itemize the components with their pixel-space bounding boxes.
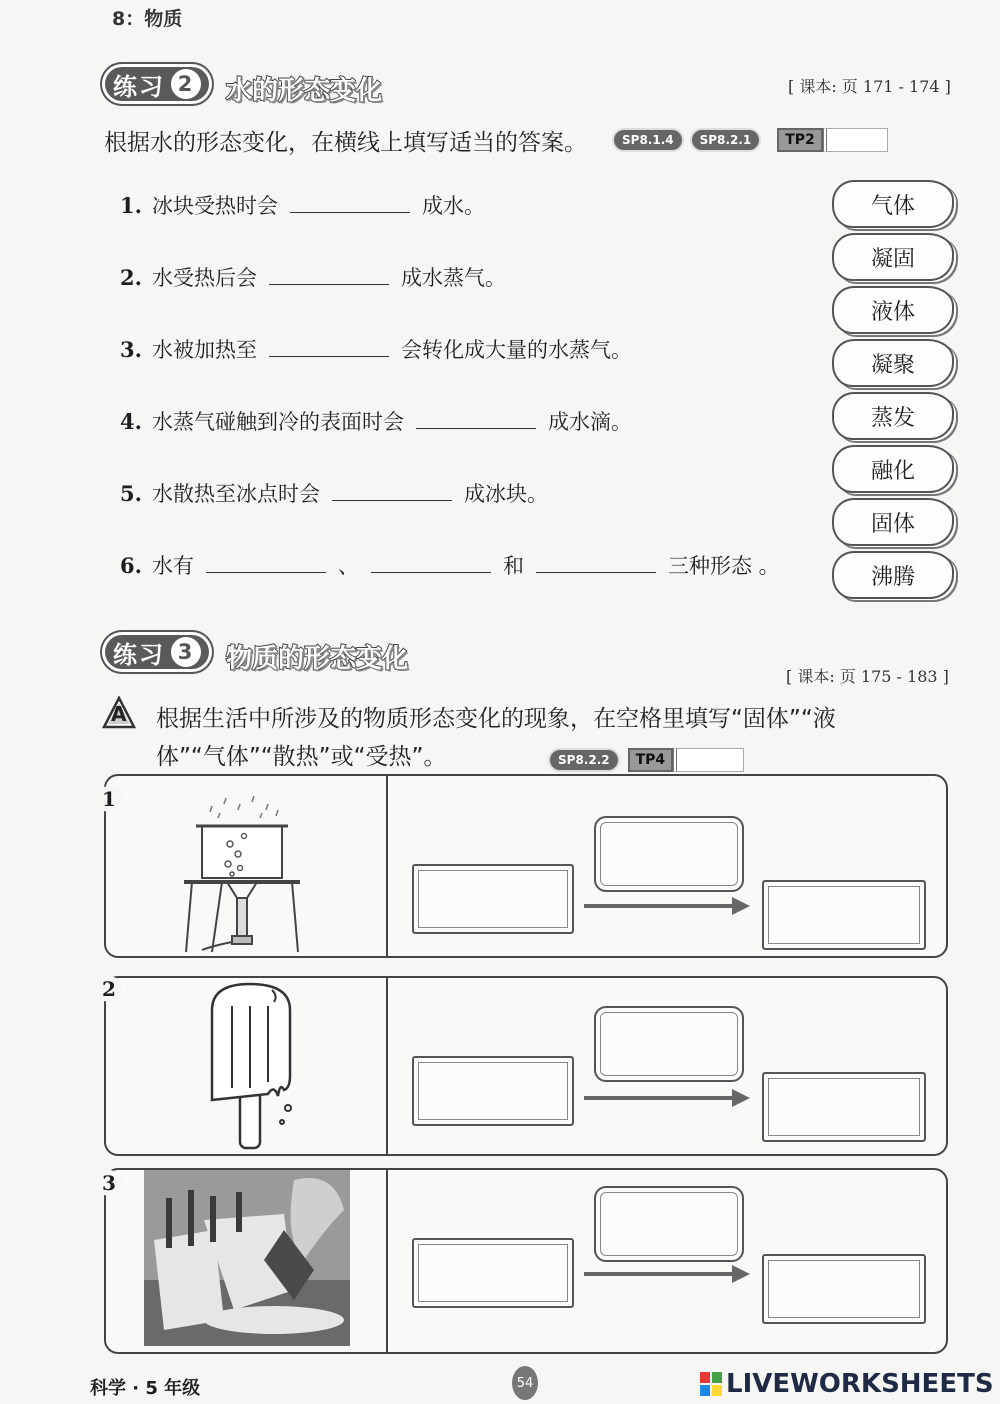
standard-tag: SP8.2.1 bbox=[690, 128, 762, 152]
word-bank-item[interactable]: 融化 bbox=[832, 445, 954, 493]
question-text: 水蒸气碰触到冷的表面时会 bbox=[152, 410, 404, 434]
question-6 bbox=[120, 550, 780, 580]
brand-icon bbox=[700, 1372, 722, 1396]
question-text: 、 bbox=[338, 554, 359, 578]
page-number: 54 bbox=[512, 1366, 538, 1400]
exercise-3-badge-text: 练习 bbox=[113, 640, 165, 669]
answer-blank-6c[interactable] bbox=[536, 552, 656, 573]
question-number: 6. bbox=[120, 553, 142, 578]
answer-blank-2[interactable] bbox=[269, 264, 389, 285]
boiling-pot-illustration bbox=[182, 786, 312, 954]
question-2 bbox=[120, 262, 506, 292]
question-number: 1. bbox=[120, 193, 142, 218]
transition-arrow-line bbox=[584, 1096, 734, 1100]
question-text: 水被加热至 bbox=[152, 338, 257, 362]
answer-blank-3[interactable] bbox=[269, 336, 389, 357]
arrow-right-icon bbox=[732, 1089, 750, 1107]
exercise-2-badge bbox=[102, 64, 212, 104]
question-number: 3. bbox=[120, 337, 142, 362]
initial-state-box[interactable] bbox=[412, 1238, 574, 1308]
question-text: 三种形态 。 bbox=[668, 554, 780, 578]
footer-subject: 科学 · 5 年级 bbox=[90, 1378, 201, 1399]
question-5 bbox=[120, 478, 548, 508]
question-3 bbox=[120, 334, 632, 364]
initial-state-box[interactable] bbox=[412, 1056, 574, 1126]
answer-blank-6a[interactable] bbox=[206, 552, 326, 573]
row-divider bbox=[386, 1170, 388, 1352]
standard-tag: SP8.2.2 bbox=[548, 748, 620, 772]
question-text: 成水蒸气。 bbox=[401, 266, 506, 290]
question-4 bbox=[120, 406, 632, 436]
chapter-label: 8：物质 bbox=[112, 8, 183, 30]
arrow-right-icon bbox=[732, 1265, 750, 1283]
exercise-3-title: 物质的形态变化 bbox=[226, 644, 409, 674]
question-text: 成水。 bbox=[422, 194, 485, 218]
row-divider bbox=[386, 776, 388, 956]
exercise-3-tags bbox=[548, 748, 744, 772]
tp-label: TP2 bbox=[777, 128, 823, 152]
question-text: 水受热后会 bbox=[152, 266, 257, 290]
phenomenon-row-3 bbox=[104, 1168, 948, 1354]
question-text: 成水滴。 bbox=[548, 410, 632, 434]
transition-arrow-line bbox=[584, 1272, 734, 1276]
exercise-3-instruction-line2: 体”“气体”“散热”或“受热”。 bbox=[156, 744, 447, 770]
melting-popsicle-illustration bbox=[202, 980, 302, 1152]
question-number: 5. bbox=[120, 481, 142, 506]
answer-blank-6b[interactable] bbox=[371, 552, 491, 573]
tp-label: TP4 bbox=[628, 748, 674, 772]
exercise-3-badge bbox=[102, 632, 212, 672]
intermediate-process-box[interactable] bbox=[594, 816, 744, 892]
question-text: 成冰块。 bbox=[464, 482, 548, 506]
word-bank-item[interactable]: 沸腾 bbox=[832, 551, 954, 599]
word-bank-item[interactable]: 气体 bbox=[832, 180, 954, 228]
answer-blank-4[interactable] bbox=[416, 408, 536, 429]
exercise-2-textbook-ref: [ 课本: 页 171 - 174 ] bbox=[788, 77, 951, 96]
question-text: 水有 bbox=[152, 554, 194, 578]
final-state-box[interactable] bbox=[762, 880, 926, 950]
question-number: 2. bbox=[120, 265, 142, 290]
section-a-letter: A bbox=[111, 702, 127, 726]
question-text: 会转化成大量的水蒸气。 bbox=[401, 338, 632, 362]
question-1 bbox=[120, 190, 485, 220]
answer-blank-1[interactable] bbox=[290, 192, 410, 213]
standard-tag: SP8.1.4 bbox=[612, 128, 684, 152]
brand-logo bbox=[700, 1369, 994, 1399]
question-text: 和 bbox=[503, 554, 524, 578]
final-state-box[interactable] bbox=[762, 1072, 926, 1142]
section-a-icon bbox=[102, 696, 136, 730]
row-number: 2 bbox=[96, 976, 122, 1002]
row-divider bbox=[386, 978, 388, 1154]
melting-candles-photo bbox=[144, 1170, 350, 1346]
final-state-box[interactable] bbox=[762, 1254, 926, 1324]
word-bank-item[interactable]: 凝聚 bbox=[832, 339, 954, 387]
phenomenon-row-2 bbox=[104, 976, 948, 1156]
phenomenon-row-1 bbox=[104, 774, 948, 958]
transition-arrow-line bbox=[584, 904, 734, 908]
brand-name: LIVEWORKSHEETS bbox=[726, 1369, 994, 1399]
exercise-2-badge-number: 2 bbox=[171, 69, 201, 99]
exercise-2-tags bbox=[612, 128, 888, 152]
exercise-3-instruction-line1: 根据生活中所涉及的物质形态变化的现象，在空格里填写“固体”“液 bbox=[156, 706, 836, 732]
tp-box bbox=[628, 748, 745, 772]
row-number: 3 bbox=[96, 1170, 122, 1196]
exercise-3-textbook-ref: [ 课本: 页 175 - 183 ] bbox=[786, 667, 949, 686]
word-bank-item[interactable]: 固体 bbox=[832, 498, 954, 546]
question-text: 冰块受热时会 bbox=[152, 194, 278, 218]
question-number: 4. bbox=[120, 409, 142, 434]
exercise-2-title: 水的形态变化 bbox=[226, 76, 383, 106]
tp-score-field[interactable] bbox=[673, 748, 744, 772]
exercise-3-badge-number: 3 bbox=[171, 637, 201, 667]
intermediate-process-box[interactable] bbox=[594, 1186, 744, 1262]
initial-state-box[interactable] bbox=[412, 864, 574, 934]
exercise-2-instruction: 根据水的形态变化，在横线上填写适当的答案。 bbox=[104, 130, 587, 156]
tp-box bbox=[777, 128, 888, 152]
tp-score-field[interactable] bbox=[823, 128, 888, 152]
word-bank-item[interactable]: 蒸发 bbox=[832, 392, 954, 440]
exercise-2-badge-text: 练习 bbox=[113, 72, 165, 101]
row-number: 1 bbox=[96, 786, 122, 812]
word-bank-item[interactable]: 凝固 bbox=[832, 233, 954, 281]
word-bank-item[interactable]: 液体 bbox=[832, 286, 954, 334]
intermediate-process-box[interactable] bbox=[594, 1006, 744, 1082]
answer-blank-5[interactable] bbox=[332, 480, 452, 501]
question-text: 水散热至冰点时会 bbox=[152, 482, 320, 506]
arrow-right-icon bbox=[732, 897, 750, 915]
